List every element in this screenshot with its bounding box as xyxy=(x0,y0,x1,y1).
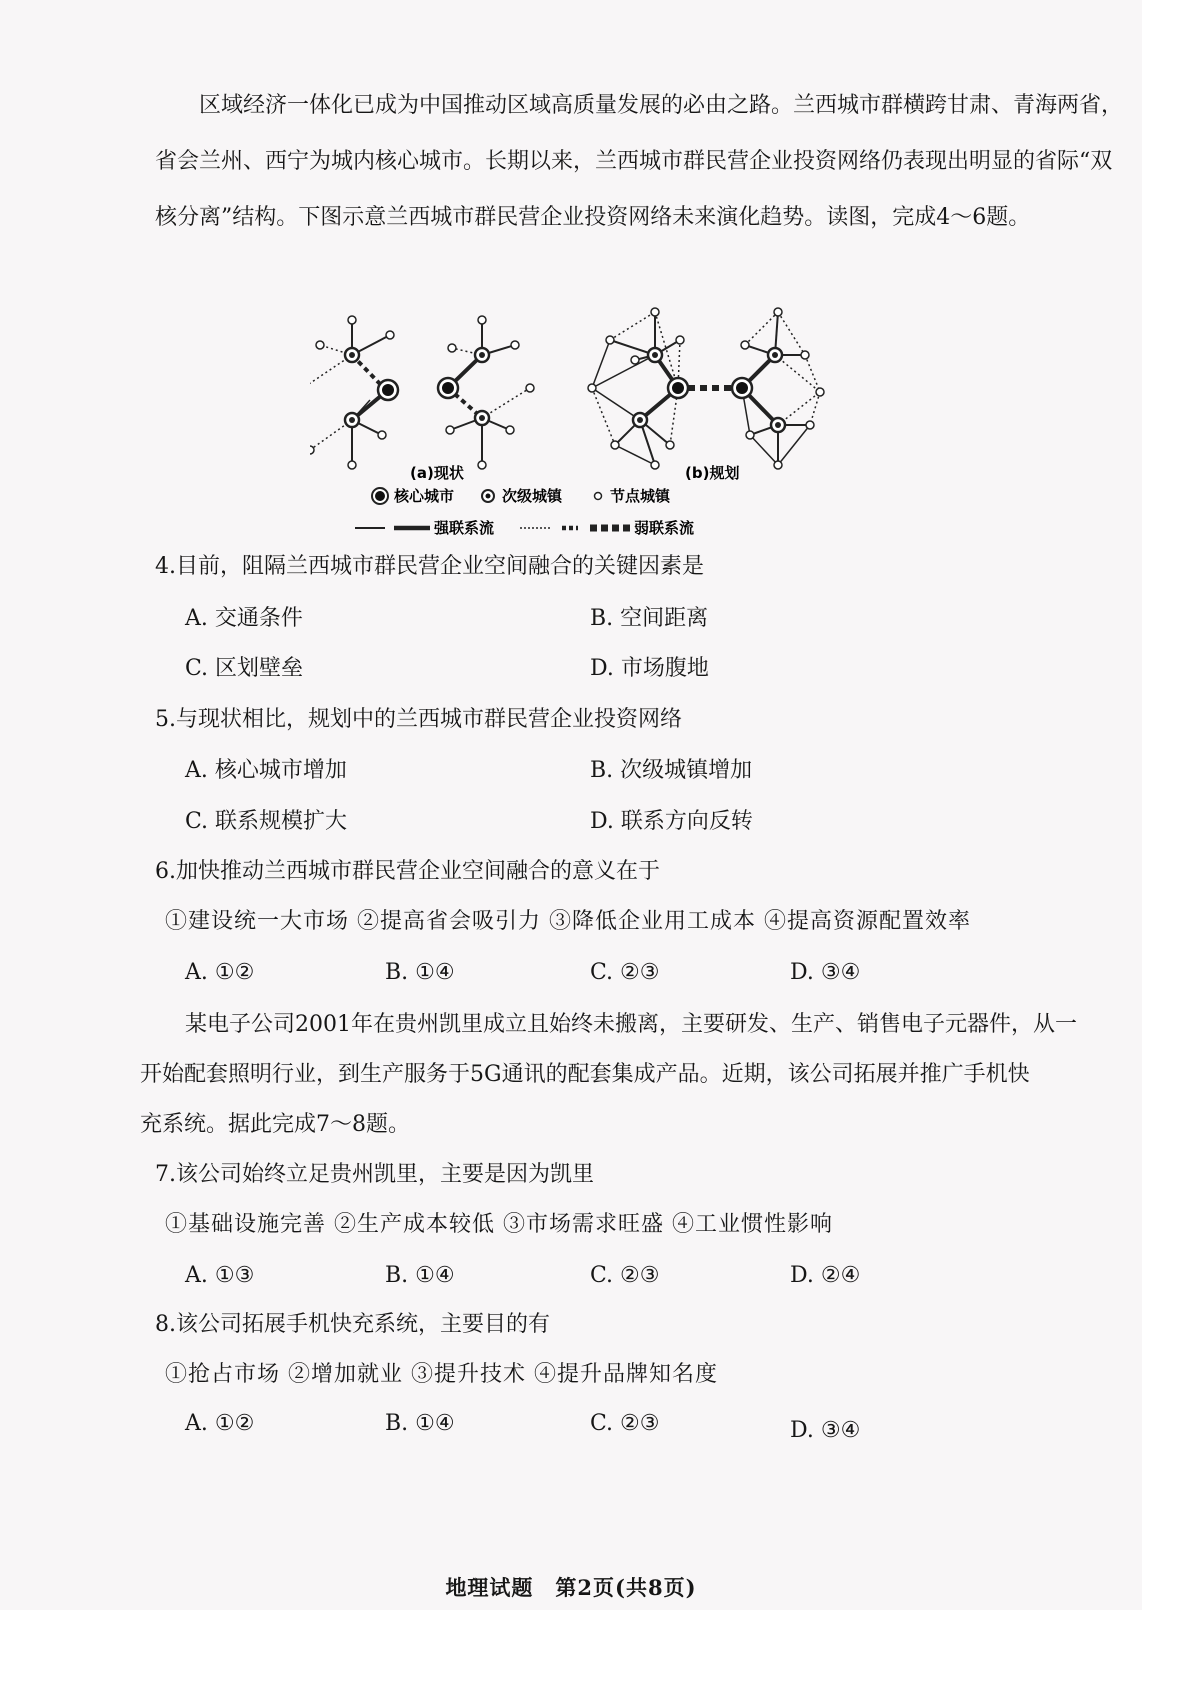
legend-node-town: 节点城镇 xyxy=(610,487,671,505)
passage-intro-2-line1: 某电子公司2001年在贵州凯里成立且始终未搬离，主要研发、生产、销售电子元器件，从一 xyxy=(185,1012,1077,1037)
q6-option-c[interactable]: C. ②③ xyxy=(590,960,660,985)
q7-option-b[interactable]: B. ①④ xyxy=(385,1263,455,1288)
legend-weak-flow: 弱联系流 xyxy=(634,519,695,537)
q7-option-c[interactable]: C. ②③ xyxy=(590,1263,660,1288)
q8-option-a[interactable]: A. ①② xyxy=(185,1411,255,1436)
q5-option-b[interactable]: B. 次级城镇增加 xyxy=(590,758,753,783)
page-margin xyxy=(1142,0,1200,1699)
q6-stem: 6.加快推动兰西城市群民营企业空间融合的意义在于 xyxy=(155,859,660,884)
legend-flows xyxy=(355,519,694,537)
passage-intro-2-line3: 充系统。据此完成7～8题。 xyxy=(140,1112,410,1137)
q8-stem: 8.该公司拓展手机快充系统，主要目的有 xyxy=(155,1312,550,1337)
legend-secondary-town: 次级城镇 xyxy=(502,487,563,505)
q4-option-a[interactable]: A. 交通条件 xyxy=(185,606,303,631)
q6-items: ①建设统一大市场 ②提高省会吸引力 ③降低企业用工成本 ④提高资源配置效率 xyxy=(165,909,971,934)
q4-option-b[interactable]: B. 空间距离 xyxy=(590,606,709,631)
node-town xyxy=(348,316,356,324)
passage-intro-1: 区域经济一体化已成为中国推动区域高质量发展的必由之路。兰西城市群横跨甘肃、青海两省，省会兰州、西宁为城内核心城市。长期以来，兰西城市群民营企业投资网络仍表现出明显的省际“双核分离”结构。下图示意兰西城市群民营企业投资网络未来演化趋势。读图，完成4～6题。 xyxy=(155,93,1124,230)
legend-strong-flow: 强联系流 xyxy=(434,519,495,537)
q7-option-a[interactable]: A. ①③ xyxy=(185,1263,255,1288)
q4-stem: 4.目前，阻隔兰西城市群民营企业空间融合的关键因素是 xyxy=(155,554,704,579)
legend-symbols xyxy=(372,487,671,505)
q4-option-d[interactable]: D. 市场腹地 xyxy=(590,656,709,681)
diagram-a-current xyxy=(310,316,534,469)
q7-items: ①基础设施完善 ②生产成本较低 ③市场需求旺盛 ④工业惯性影响 xyxy=(165,1212,833,1237)
q5-option-c[interactable]: C. 联系规模扩大 xyxy=(185,809,348,834)
caption-planned: (b)规划 xyxy=(685,464,740,482)
q8-items: ①抢占市场 ②增加就业 ③提升技术 ④提升品牌知名度 xyxy=(165,1362,718,1387)
q7-option-d[interactable]: D. ②④ xyxy=(790,1263,861,1288)
q8-option-c[interactable]: C. ②③ xyxy=(590,1411,660,1436)
q6-option-b[interactable]: B. ①④ xyxy=(385,960,455,985)
q6-option-d[interactable]: D. ③④ xyxy=(790,960,861,985)
q7-stem: 7.该公司始终立足贵州凯里，主要是因为凯里 xyxy=(155,1162,594,1187)
q4-option-c[interactable]: C. 区划壁垒 xyxy=(185,656,304,681)
q5-option-d[interactable]: D. 联系方向反转 xyxy=(590,809,753,834)
q8-option-d[interactable]: D. ③④ xyxy=(790,1418,861,1443)
q8-option-b[interactable]: B. ①④ xyxy=(385,1411,455,1436)
q5-option-a[interactable]: A. 核心城市增加 xyxy=(185,758,347,783)
q5-stem: 5.与现状相比，规划中的兰西城市群民营企业投资网络 xyxy=(155,707,682,732)
network-diagram xyxy=(310,300,870,560)
page-footer: 地理试题 第2页(共8页) xyxy=(445,1575,697,1600)
network-diagram-svg xyxy=(310,300,870,560)
diagram-b-planned xyxy=(588,308,824,469)
legend-core-city: 核心城市 xyxy=(394,487,455,505)
caption-current: (a)现状 xyxy=(410,464,464,482)
q6-option-a[interactable]: A. ①② xyxy=(185,960,255,985)
passage-intro-2-line2: 开始配套照明行业，到生产服务于5G通讯的配套集成产品。近期，该公司拓展并推广手机快 xyxy=(140,1062,1030,1087)
